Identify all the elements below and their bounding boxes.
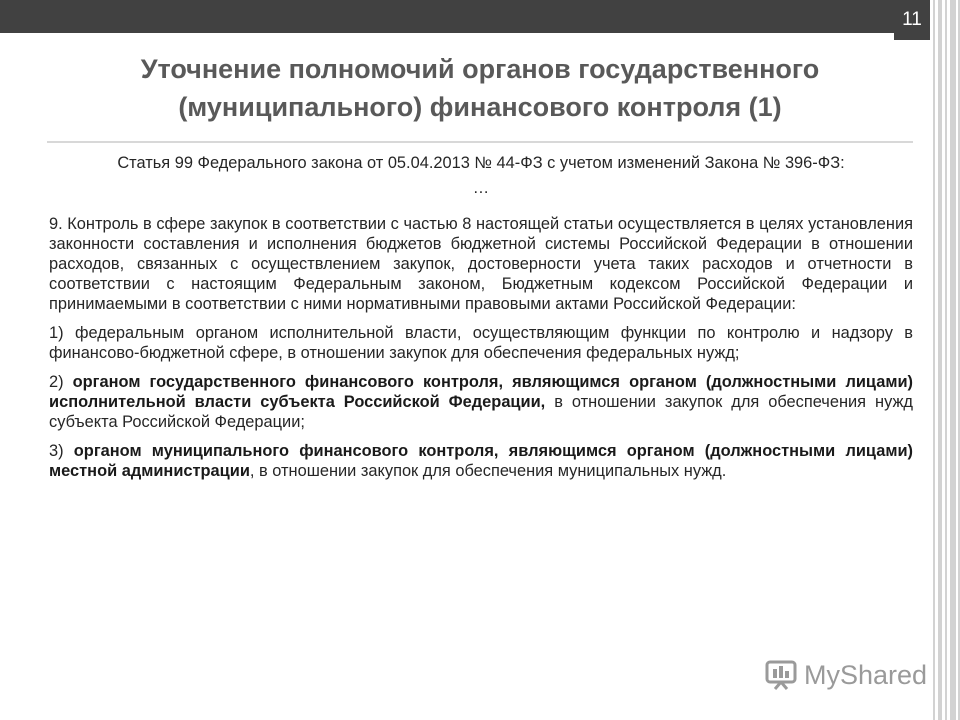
top-bar (0, 0, 930, 33)
subitem-3-prefix: 3) (49, 442, 74, 460)
myshared-logo-icon (764, 658, 798, 692)
item-9-paragraph: 9. Контроль в сфере закупок в соответствии с частью 8 настоящей статьи осуществляется в целях установления законности составления и исполнения бюджетов бюджетной системы Российской Федерации в отношении расходов, связанных с осуществлением закупок, достоверности учета таких расходов и отчетности в соответствии с настоящим Федеральным законом, Бюджетным кодексом Российской Федерации и принимаемыми в соответствии с ними нормативными правовыми актами Российской Федерации: (49, 215, 913, 313)
decorative-stripes (933, 0, 960, 720)
subitem-2-bold: органом государственного финансового контроля, являющимся органом (должностными лицами) исполнительной власти субъекта Российской Федерации, (49, 373, 913, 411)
title-line-1: Уточнение полномочий органов государственного (140, 54, 820, 84)
subitem-3-rest: , в отношении закупок для обеспечения муниципальных нужд. (249, 462, 727, 480)
slide-title (40, 50, 920, 126)
subitem-1-paragraph: 1) федеральным органом исполнительной власти, осуществляющим функции по контролю и надзору в финансово-бюджетной сфере, в отношении закупок для обеспечения федеральных нужд; (49, 324, 913, 362)
subitem-3-paragraph (49, 441, 913, 481)
slide-number: 11 (894, 0, 930, 40)
subitem-3-bold: органом муниципального финансового контроля, являющимся органом (должностными лицами) местной администрации (49, 442, 913, 480)
watermark-text: MyShared (804, 659, 928, 690)
intro-paragraph: Статья 99 Федерального закона от 05.04.2013 № 44-ФЗ с учетом изменений Закона № 396-ФЗ: (117, 154, 845, 172)
subitem-2-paragraph (49, 372, 913, 432)
title-line-2: (муниципального) финансового контроля (1) (178, 92, 782, 122)
slide-content (49, 153, 913, 481)
ellipsis: … (472, 179, 490, 197)
subitem-2-prefix: 2) (49, 373, 73, 391)
title-divider (47, 141, 913, 143)
watermark (764, 655, 934, 695)
subitem-2-rest: в отношении закупок для обеспечения нужд субъекта Российской Федерации; (49, 393, 913, 431)
